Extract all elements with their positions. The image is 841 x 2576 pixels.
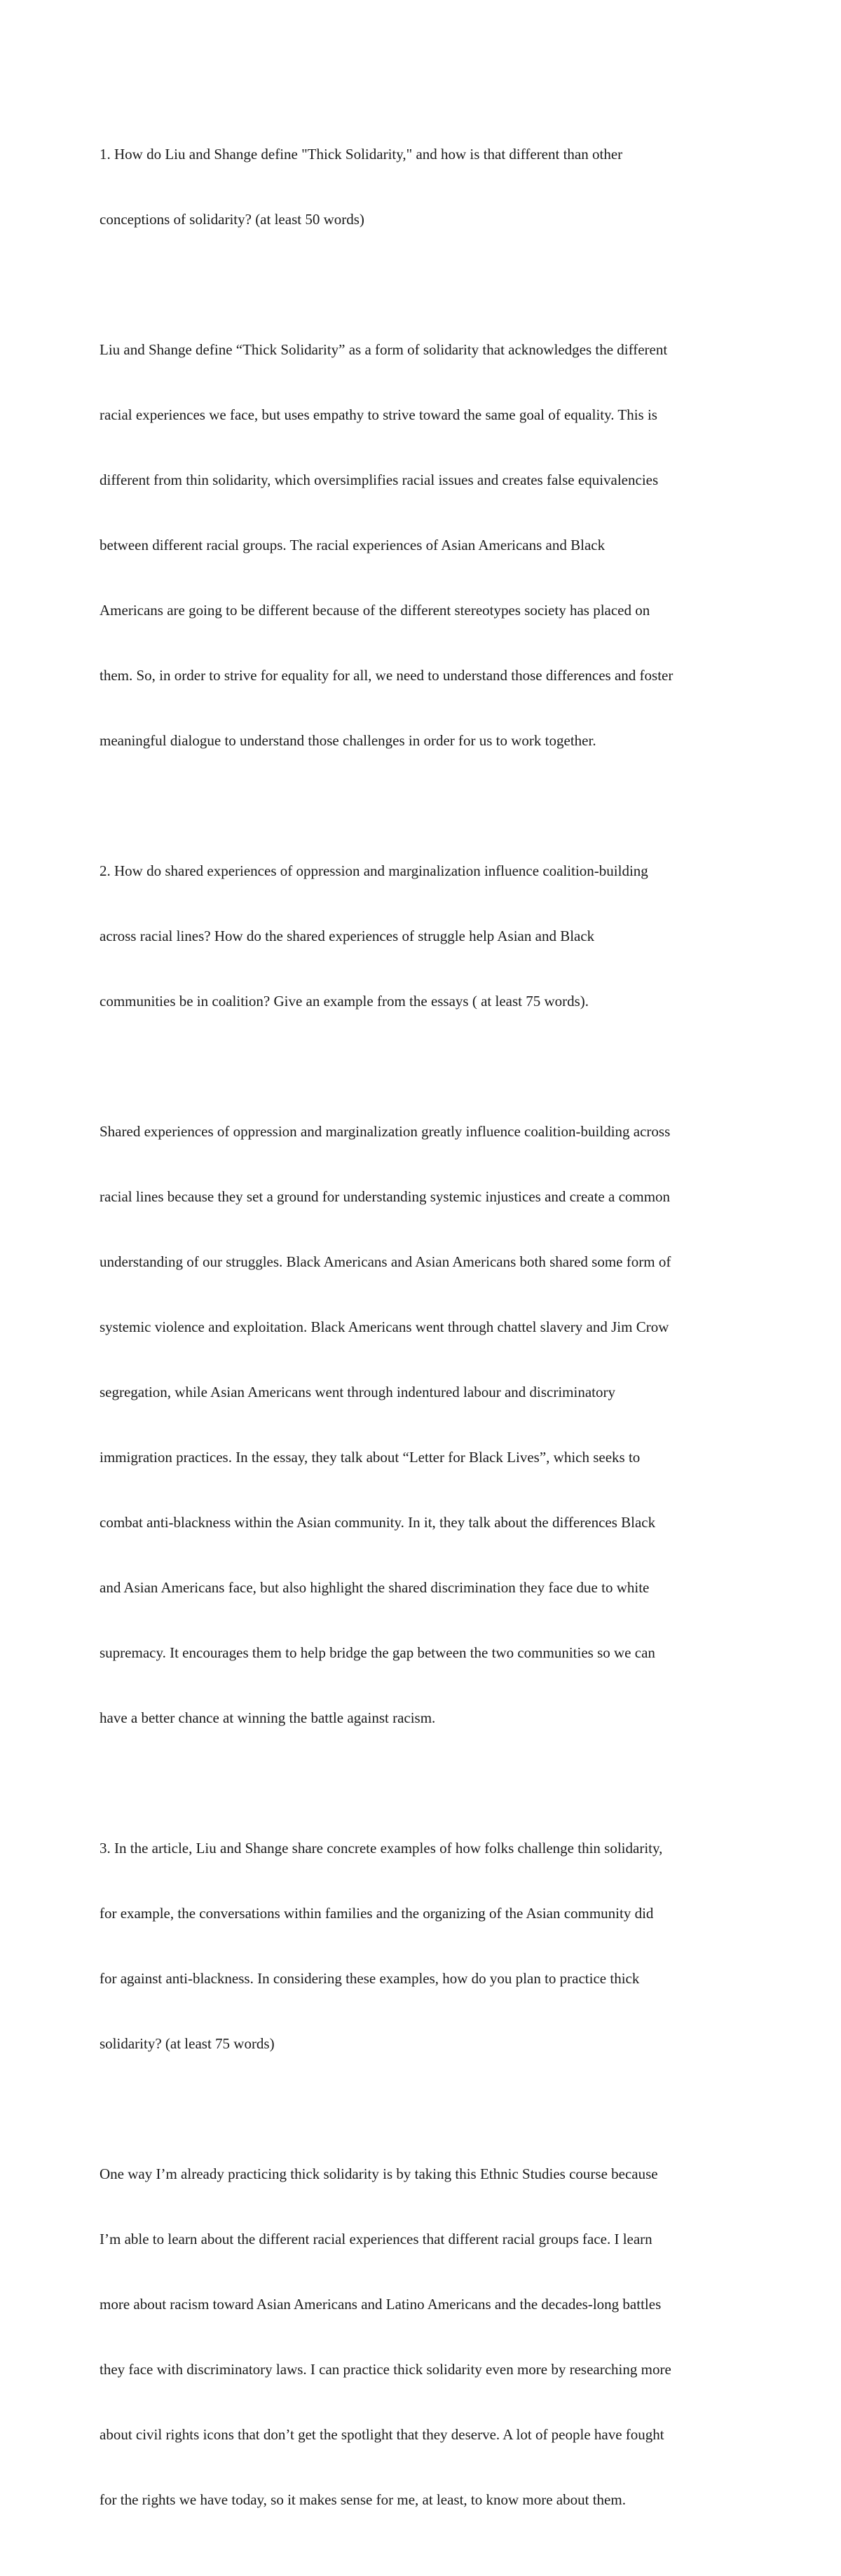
answer-2-line: racial lines because they set a ground for understanding systemic injustices and create a common bbox=[100, 1188, 671, 1205]
answer-3-line: I’m able to learn about the different racial experiences that different racial groups face. I learn bbox=[100, 2231, 652, 2247]
answer-2-line: understanding of our struggles. Black Americans and Asian Americans both shared some form of bbox=[100, 1253, 671, 1270]
answer-3-line: more about racism toward Asian Americans and Latino Americans and the decades-long battles bbox=[100, 2296, 662, 2313]
answer-1-line: racial experiences we face, but uses empathy to strive toward the same goal of equality. This is bbox=[100, 406, 657, 423]
answer-1-line: between different racial groups. The racial experiences of Asian Americans and Black bbox=[100, 537, 606, 553]
document-body bbox=[100, 100, 751, 2576]
answer-1 bbox=[100, 296, 751, 795]
answer-3-line: for the rights we have today, so it makes sense for me, at least, to know more about them. bbox=[100, 2491, 626, 2508]
answer-3 bbox=[100, 2120, 751, 2554]
answer-2 bbox=[100, 1077, 751, 1772]
answer-1-line: meaningful dialogue to understand those challenges in order for us to work together. bbox=[100, 732, 596, 749]
question-2 bbox=[100, 817, 751, 1056]
answer-1-line: different from thin solidarity, which oversimplifies racial issues and creates false equivalencies bbox=[100, 471, 659, 488]
question-1 bbox=[100, 100, 751, 274]
answer-2-line: have a better chance at winning the battle against racism. bbox=[100, 1709, 436, 1726]
question-3-line: for against anti-blackness. In considering these examples, how do you plan to practice thick bbox=[100, 1970, 640, 1987]
question-2-line: 2. How do shared experiences of oppression and marginalization influence coalition-building bbox=[100, 862, 648, 879]
answer-3-line: they face with discriminatory laws. I can practice thick solidarity even more by researching more bbox=[100, 2361, 671, 2378]
question-1-line: conceptions of solidarity? (at least 50 words) bbox=[100, 211, 364, 228]
answer-2-line: segregation, while Asian Americans went through indentured labour and discriminatory bbox=[100, 1384, 615, 1400]
answer-2-line: and Asian Americans face, but also highlight the shared discrimination they face due to white bbox=[100, 1579, 650, 1596]
question-1-line: 1. How do Liu and Shange define "Thick Solidarity," and how is that different than other bbox=[100, 146, 623, 163]
answer-2-line: immigration practices. In the essay, they talk about “Letter for Black Lives”, which seeks to bbox=[100, 1449, 641, 1466]
answer-2-line: supremacy. It encourages them to help bridge the gap between the two communities so we can bbox=[100, 1644, 655, 1661]
question-3 bbox=[100, 1794, 751, 2098]
answer-3-line: about civil rights icons that don’t get the spotlight that they deserve. A lot of people have fought bbox=[100, 2426, 664, 2443]
question-3-line: for example, the conversations within families and the organizing of the Asian community did bbox=[100, 1905, 654, 1922]
answer-2-line: systemic violence and exploitation. Black Americans went through chattel slavery and Jim Crow bbox=[100, 1318, 669, 1335]
answer-3-line: One way I’m already practicing thick solidarity is by taking this Ethnic Studies course because bbox=[100, 2165, 658, 2182]
question-3-line: 3. In the article, Liu and Shange share concrete examples of how folks challenge thin solidarity, bbox=[100, 1840, 663, 1857]
answer-1-line: Americans are going to be different because of the different stereotypes society has placed on bbox=[100, 602, 650, 619]
answer-1-line: them. So, in order to strive for equality for all, we need to understand those differences and foster bbox=[100, 667, 674, 684]
answer-2-line: Shared experiences of oppression and marginalization greatly influence coalition-building across bbox=[100, 1123, 671, 1140]
question-2-line: communities be in coalition? Give an example from the essays ( at least 75 words). bbox=[100, 993, 589, 1010]
question-2-line: across racial lines? How do the shared experiences of struggle help Asian and Black bbox=[100, 928, 595, 944]
question-3-line: solidarity? (at least 75 words) bbox=[100, 2035, 275, 2052]
answer-2-line: combat anti-blackness within the Asian community. In it, they talk about the differences Black bbox=[100, 1514, 656, 1531]
answer-1-line: Liu and Shange define “Thick Solidarity” as a form of solidarity that acknowledges the different bbox=[100, 341, 668, 358]
